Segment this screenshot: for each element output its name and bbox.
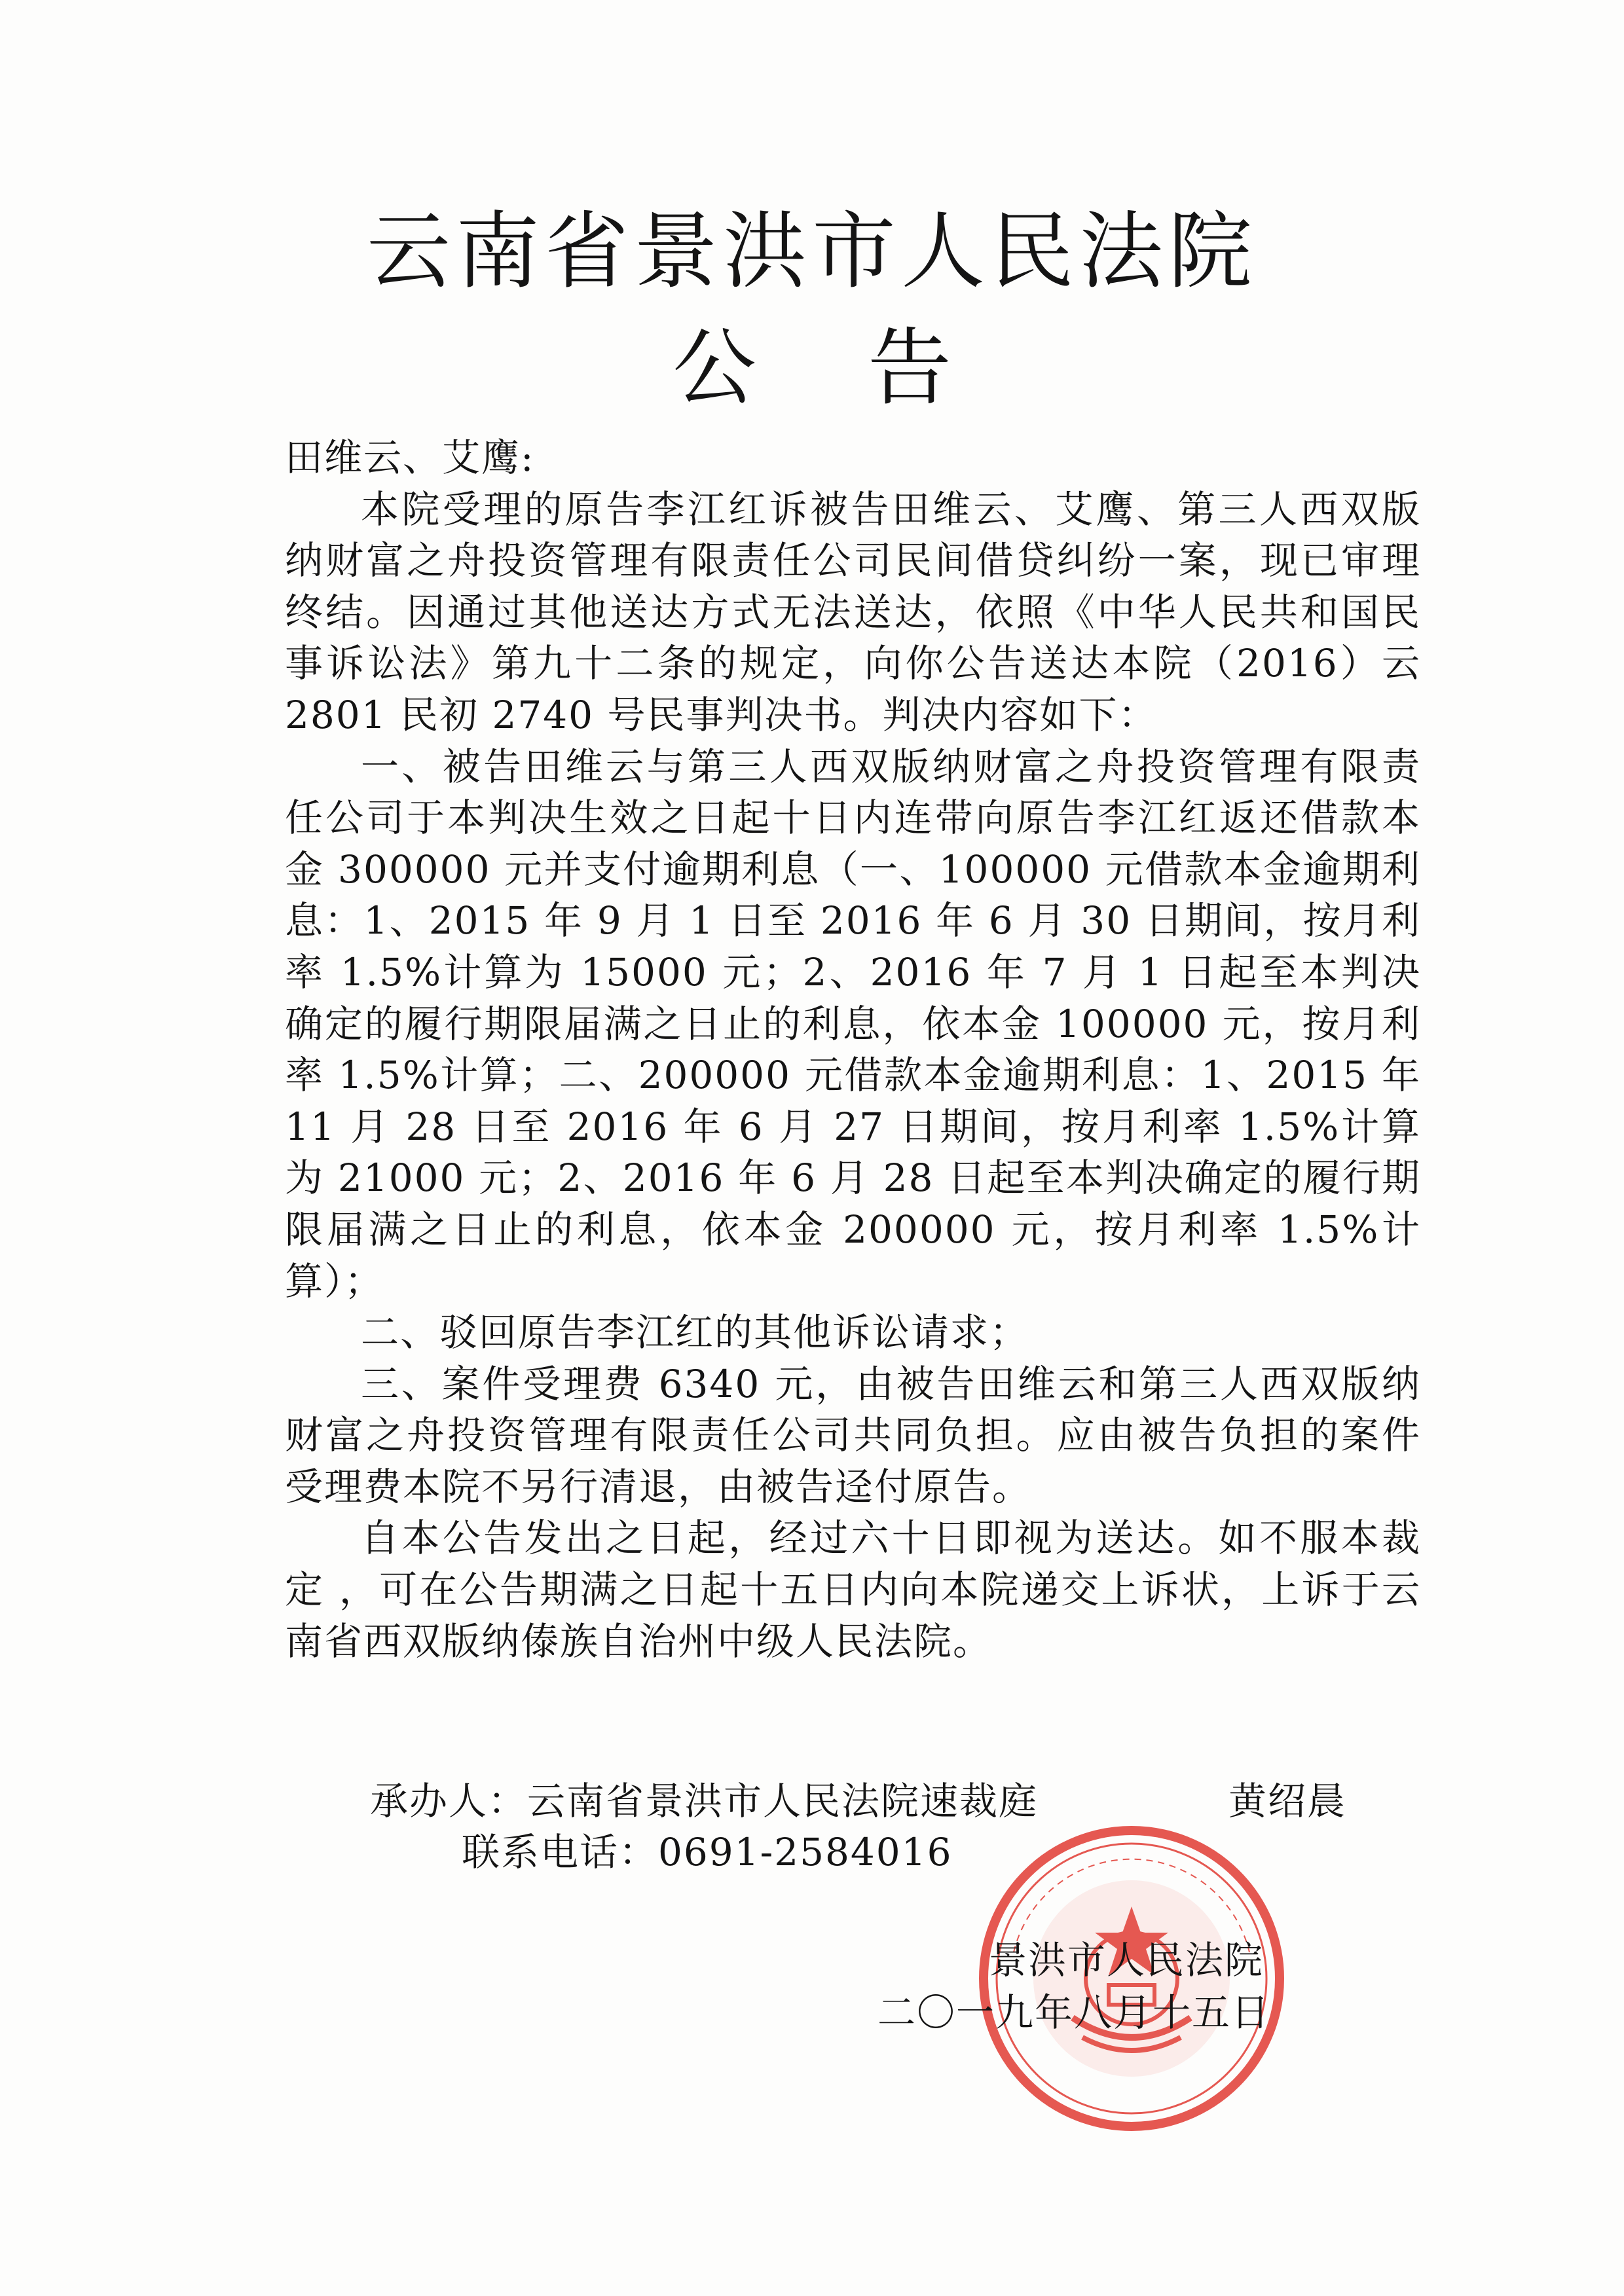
contact-phone: 联系电话：0691-2584016 [462, 1830, 953, 1874]
paragraph-judgment-item-1: 一、被告田维云与第三人西双版纳财富之舟投资管理有限责任公司于本判决生效之日起十日内连带向原告李江红返还借款本金 300000 元并支付逾期利息（一、100000 元借款本金逾期利息：1、2015 年 9 月 1 日至 2016 年 6 月 30 日期间，按月利率 1.5%计算为 15000 元；2、2016 年 7 月 1 日起至本判决确定的履行期限届满之日止的利息，依本金 100000 元，按月利率 1.5%计算；二、200000 元借款本金逾期利息：1、2015 年 11 月 28 日至 2016 年 6 月 27 日期间，按月利率 1.5%计算为 21000 元；2、2016 年 6 月 28 日起至本判决确定的履行期限届满之日止的利息，依本金 200000 元，按月利率 1.5%计算）； [285, 744, 1421, 1303]
handler-name: 黄绍晨 [1228, 1779, 1347, 1823]
addressee: 田维云、艾鹰: [285, 435, 535, 480]
handler-label: 承办人：云南省景洪市人民法院速裁庭 [370, 1779, 1039, 1823]
paragraph-judgment-item-3: 三、案件受理费 6340 元，由被告田维云和第三人西双版纳财富之舟投资管理有限责任公司共同负担。应由被告负担的案件受理费本院不另行清退，由被告迳付原告。 [285, 1361, 1421, 1509]
paragraph-case-intro: 本院受理的原告李江红诉被告田维云、艾鹰、第三人西双版纳财富之舟投资管理有限责任公司民间借贷纠纷一案，现已审理终结。因通过其他送达方式无法送达，依照《中华人民共和国民事诉讼法》第九十二条的规定，向你公告送达本院（2016）云 2801 民初 2740 号民事判决书。判决内容如下： [285, 486, 1421, 737]
notice-title: 公告 [673, 319, 1063, 417]
court-title: 云南省景洪市人民法院 [366, 203, 1257, 301]
paragraph-judgment-item-2: 二、驳回原告李江红的其他诉讼请求； [361, 1310, 1029, 1355]
paragraph-service-note: 自本公告发出之日起，经过六十日即视为送达。如不服本裁定 ，可在公告期满之日起十五日内向本院递交上诉状，上诉于云南省西双版纳傣族自治州中级人民法院。 [285, 1516, 1421, 1664]
court-signature: 景洪市人民法院 [989, 1938, 1264, 1982]
notice-date: 二〇一九年八月十五日 [877, 1990, 1271, 2035]
notice-body [285, 432, 1421, 1667]
